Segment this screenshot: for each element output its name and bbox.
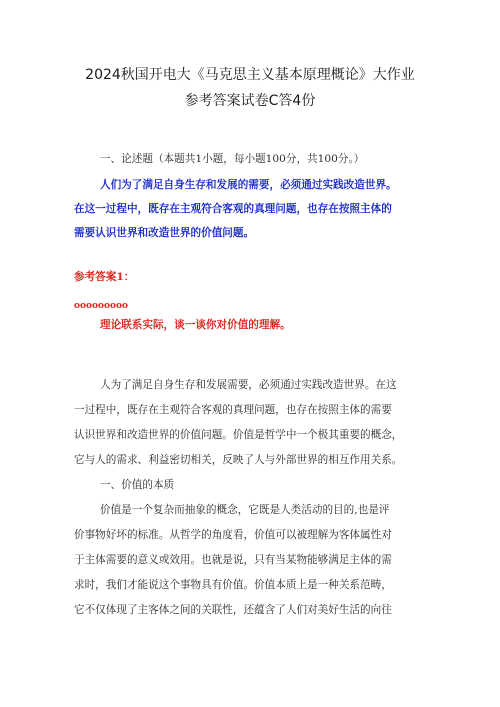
question-line-3: 需要认识世界和改造世界的价值问题。 [74,227,255,239]
paragraph2-line-3: 于主体需要的意义或效用。也就是说，只有当某物能够满足主体的需 [74,554,392,566]
subheading-value-essence: 一、价值的本质 [100,479,175,491]
question-line-1: 人们为了满足自身生存和发展的需要，必须通过实践改造世界。 [100,179,397,191]
paragraph2-line-1: 价值是一个复杂而抽象的概念，它既是人类活动的目的,也是评 [100,504,390,516]
document-title-line1: 2024秋国开电大《马克思主义基本原理概论》大作业 [85,67,415,83]
paragraph1-line-2: 一过程中，既存在主观符合客观的真理问题，也存在按照主体的需要 [74,404,392,416]
answer-dots: ooooooooo [74,301,129,311]
paragraph1-line-4: 它与人的需求、利益密切相关，反映了人与外部世界的相互作用关系。 [74,454,403,466]
paragraph1-line-1: 人为了满足自身生存和发展需要，必须通过实践改造世界。在这 [100,379,397,391]
document-title-line2: 参考答案试卷C答4份 [184,93,316,109]
section-intro: 一、论述题（本题共1小题，每小题100分，共100分。） [100,153,365,165]
paragraph2-line-4: 求时，我们才能说这个事物具有价值。价值本质上是一种关系范畴， [74,579,392,591]
answer-label: 参考答案1： [74,271,135,283]
paragraph2-line-2: 价事物好坏的标准。从哲学的角度看，价值可以被理解为客体属性对 [74,529,392,541]
paragraph2-line-5: 它不仅体现了主客体之间的关联性，还蕴含了人们对美好生活的向往 [74,604,392,616]
paragraph1-line-3: 认识世界和改造世界的价值问题。价值是哲学中一个极其重要的概念， [74,429,403,441]
question-line-2: 在这一过程中，既存在主观符合客观的真理问题，也存在按照主体的 [74,203,392,215]
essay-prompt: 理论联系实际，谈一谈你对价值的理解。 [100,319,291,331]
